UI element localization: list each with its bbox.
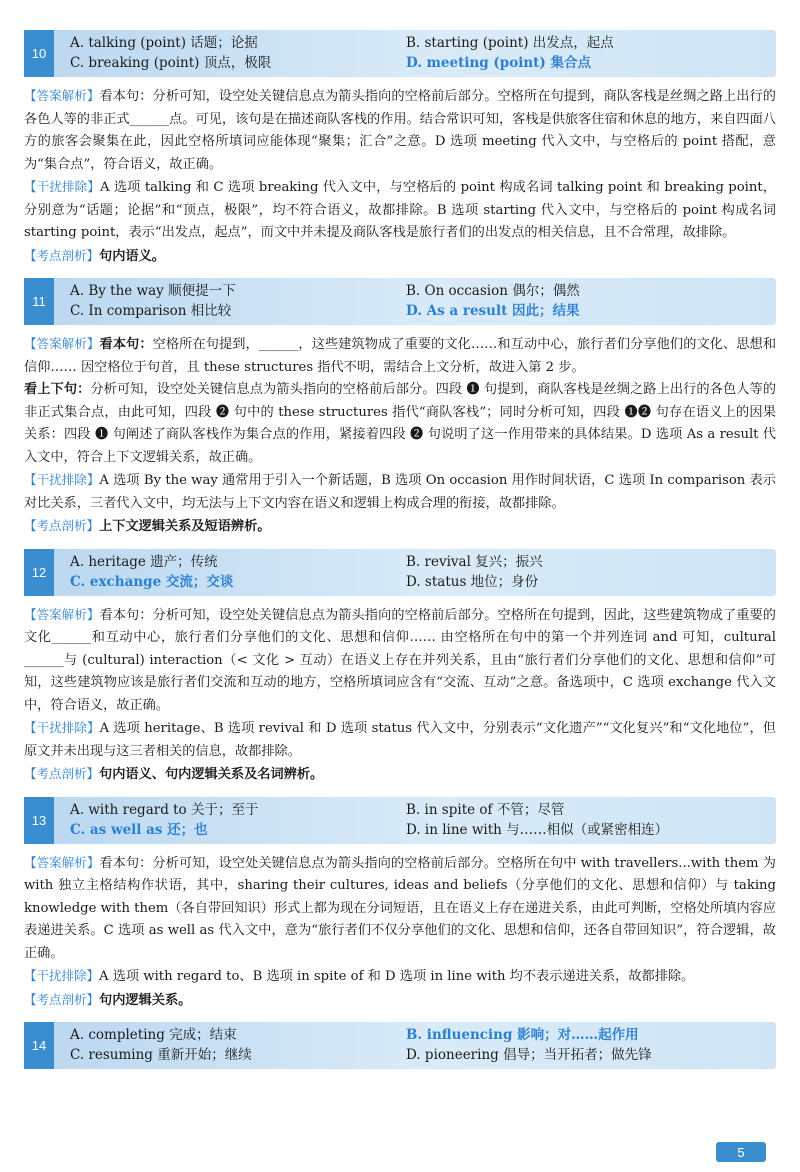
answer-analysis [24,333,776,379]
key-tag: 【考点剖析】 [24,991,100,1007]
option-c-correct: C. exchange 交流；交谈 [70,573,234,590]
key-point [24,245,776,269]
key-text: 句内语义。 [99,248,165,264]
answer-analysis [24,852,776,966]
question-number: 14 [24,1022,54,1069]
distractor-analysis [24,717,776,763]
question-number: 12 [24,549,54,596]
answer2-head: 看上下句： [24,382,91,397]
distractor-text: A 选项 heritage、B 选项 revival 和 D 选项 status 代入文中，分别表示“文化遗产”“文化复兴”和“文化地位”，但原文并未出现与这三者相关的信息，故都排除。 [24,721,776,759]
key-tag: 【考点剖析】 [24,518,100,533]
distractor-text: A 选项 talking 和 C 选项 breaking 代入文中，与空格后的 point 构成名词 talking point 和 breaking point，分别意为“话题；论据”和“顶点，极限”，均不符合语义，故都排除。B 选项 starting 代入文中，与空格后的 point 构成名词 starting point，表示“出发点，起点”，而文中并未提及商队客栈是旅行者们的出发点的相关信息，且不合常理，故排除。 [24,180,776,240]
answer-tag: 【答案解析】 [24,606,100,622]
option-a: A. completing 完成；结束 [70,1027,237,1043]
question-13-options [24,797,776,844]
key-point [24,989,776,1013]
question-12-options [24,549,776,596]
question-11-analysis [24,333,776,539]
answer-analysis [24,604,776,718]
option-d-correct: D. meeting (point) 集合点 [406,55,592,71]
option-d-correct: D. As a result 因此；结果 [406,303,580,319]
answer-analysis-2 [24,379,776,469]
option-a: A. with regard to 关于；至于 [70,801,259,818]
key-text: 句内逻辑关系。 [99,992,192,1008]
question-number: 13 [24,797,54,844]
answer2-text: 分析可知，设空处关键信息点为箭头指向的空格前后部分。四段 ❶ 句提到，商队客栈是丝绸之路上出行的各色人等的非正式集合点，由此可知，四段 ❷ 句中的 these structures 指代“商队客栈”；同时分析可知，四段 ❶❷ 句存在语义上的因果关系：四段 ❶ 句阐述了商队客栈作为集合点的作用，紧接着四段 ❷ 句说明了这一作用带来的具体结果。D 选项 As a result 代入文中，符合上下文逻辑关系，故正确。 [24,382,776,465]
answer-text: 看本句：分析可知，设空处关键信息点为箭头指向的空格前后部分。空格所在句提到，因此，这些建筑物成了重要的文化______和互动中心，旅行者们分享他们的文化、思想和信仰…… 由空格所在句中的第一个并列连词 and 可知，cultural ______与 (cultural) interaction（< 文化 > 互动）在语义上存在并列关系，且由“旅行者们分享他们的文化、思想和信仰”可知，这些建筑物应该是旅行者们交流和互动的地方，空格所填词应含有“交流、互动”之意。备选项中，C 选项 exchange 代入文中，符合语义，故正确。 [24,607,776,713]
answer-text: 看本句：分析可知，设空处关键信息点为箭头指向的空格前后部分。空格所在句中 with travellers...with them 为 with 独立主格结构作状语，其中，sharing their cultures, ideas and beliefs（分享他们的文化、思想和信仰）与 taking knowledge with them（各自带回知识）形式上都为现在分词短语，且在语义上存在递进关系，由此可判断，空格处所填内容应表递进关系。C 选项 as well as 代入文中，意为“旅行者们不仅分享他们的文化、思想和信仰，还各自带回知识”，符合逻辑，故正确。 [24,855,776,961]
option-c: C. resuming 重新开始；继续 [70,1047,252,1063]
option-a: A. By the way 顺便提一下 [70,283,236,299]
option-d: D. in line with 与……相似（或紧密相连） [406,821,669,838]
distractor-analysis [24,176,776,245]
answer-text: 看本句：分析可知，设空处关键信息点为箭头指向的空格前后部分。空格所在句提到，商队客栈是丝绸之路上出行的各色人等的非正式______点。可见，该句是在描述商队客栈的作用。结合常识可知，客栈是供旅客住宿和休息的地方，来自四面八方的旅客会聚集在此，因此空格所填词应能体现“聚集；汇合”之意。D 选项 meeting 代入文中，与空格后的 point 搭配，意为“集合点”，符合语义，故正确。 [24,89,776,172]
answer-text: 空格所在句提到，______，这些建筑物成了重要的文化……和互动中心，旅行者们分享他们的文化、思想和信仰…… 因空格位于句首，且 these structures 指代不明，需结合上文分析，故进入第 2 步。 [24,337,777,375]
key-tag: 【考点剖析】 [24,247,100,263]
distractor-analysis [24,965,776,989]
option-b-correct: B. influencing 影响；对……起作用 [406,1027,639,1043]
option-a: A. talking (point) 话题；论据 [70,35,258,51]
distractor-text: A 选项 with regard to、B 选项 in spite of 和 D 选项 in line with 均不表示递进关系，故都排除。 [99,969,695,984]
distractor-text: A 选项 By the way 通常用于引入一个新话题，B 选项 On occasion 用作时间状语，C 选项 In comparison 表示对比关系，三者代入文中，均无法与上下文内容在语义和逻辑上构成合理的衔接，故都排除。 [24,473,776,511]
answer-analysis [24,85,776,176]
question-13-analysis [24,852,776,1013]
question-14-options [24,1022,776,1069]
answer-tag: 【答案解析】 [24,336,100,351]
distractor-tag: 【干扰排除】 [24,720,100,735]
answer-tag: 【答案解析】 [24,88,100,103]
page-number: 5 [716,1142,766,1162]
option-b: B. revival 复兴；振兴 [406,553,543,570]
question-12-analysis [24,604,776,787]
answer-tag: 【答案解析】 [24,854,100,870]
option-b: B. starting (point) 出发点，起点 [406,35,614,51]
distractor-tag: 【干扰排除】 [24,968,100,983]
question-number: 11 [24,278,54,325]
question-11-options [24,278,776,325]
key-text: 上下文逻辑关系及短语辨析。 [99,519,271,534]
answer-head: 看本句： [99,337,153,352]
question-10-options [24,30,776,77]
key-point [24,763,776,787]
option-c: C. breaking (point) 顶点，极限 [70,55,272,71]
option-a: A. heritage 遗产；传统 [70,553,218,570]
key-point [24,515,776,539]
distractor-tag: 【干扰排除】 [24,472,100,487]
option-b: B. in spite of 不管；尽管 [406,801,565,818]
option-c: C. In comparison 相比较 [70,303,232,319]
distractor-tag: 【干扰排除】 [24,179,100,194]
key-text: 句内语义、句内逻辑关系及名词辨析。 [99,767,324,782]
option-d: D. status 地位；身份 [406,573,539,590]
question-10-analysis [24,85,776,268]
page-content [24,30,776,1077]
question-number: 10 [24,30,54,77]
key-tag: 【考点剖析】 [24,766,100,781]
option-b: B. On occasion 偶尔；偶然 [406,283,580,299]
option-c-correct: C. as well as 还；也 [70,821,208,838]
option-d: D. pioneering 倡导；当开拓者；做先锋 [406,1047,652,1063]
distractor-analysis [24,469,776,515]
